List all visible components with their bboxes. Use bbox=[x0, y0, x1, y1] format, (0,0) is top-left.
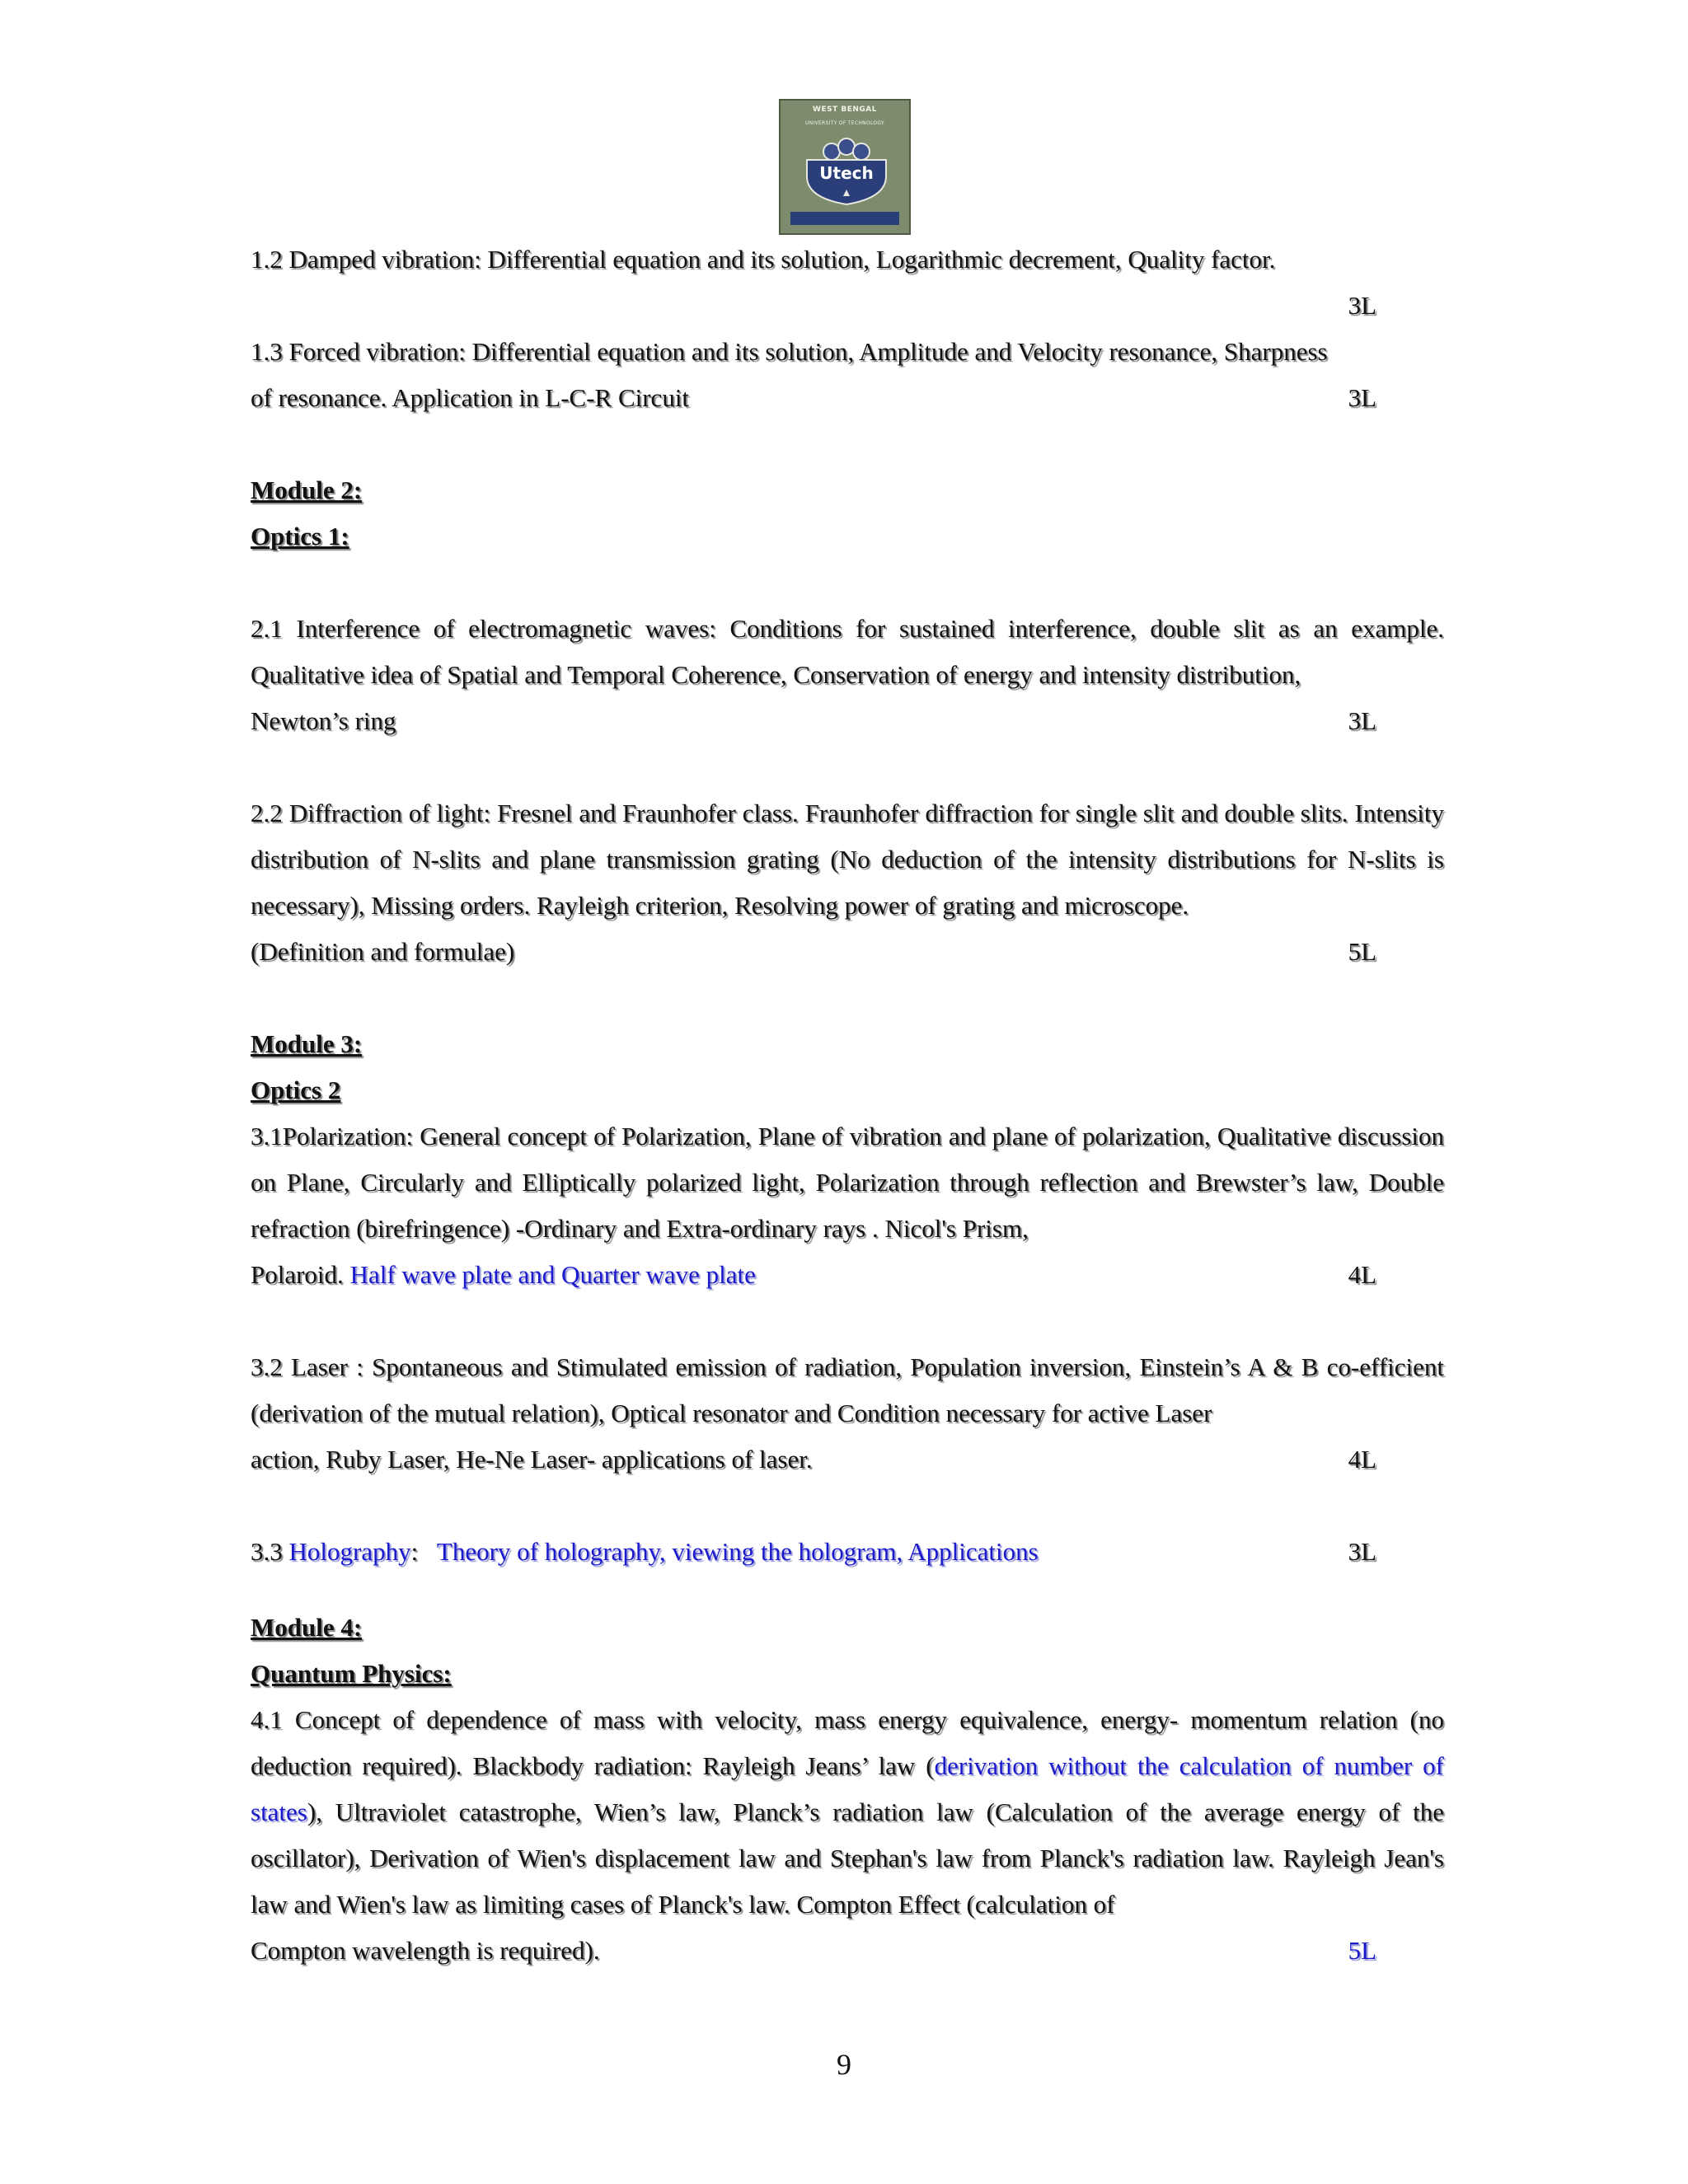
section-4-1-highlight: derivation without the calculation of number of states bbox=[251, 1751, 1444, 1826]
section-1-3-line1 bbox=[251, 329, 1444, 375]
module-3-subheading: Optics 2 bbox=[251, 1076, 341, 1104]
section-2-1-body: 2.1 Interference of electromagnetic waves: Conditions for sustained interference, double slit as an example. Qualitative idea of Spatial and Temporal Coherence, Conservation of energy and intensity distribution, bbox=[251, 614, 1444, 689]
section-4-1-last: Compton wavelength is required). bbox=[251, 1936, 600, 1965]
logo-sub-text: UNIVERSITY OF TECHNOLOGY bbox=[804, 120, 885, 126]
section-4-1-hours: 5L bbox=[1348, 1936, 1376, 1965]
section-4-1-text bbox=[251, 1697, 1444, 1928]
section-3-1-last-highlight: Half wave plate and Quarter wave plate bbox=[349, 1260, 756, 1289]
spacer bbox=[251, 560, 1444, 606]
section-2-2-body: 2.2 Diffraction of light: Fresnel and Fraunhofer class. Fraunhofer diffraction for single slit and double slits. Intensity distribution of N-slits and plane transmission grating (No deduction of the intensity distributions for N-slits is necessary), Missing orders. Rayleigh criterion, Resolving power of grating and microscope. bbox=[251, 799, 1444, 920]
section-4-1-part2: ), Ultraviolet catastrophe, Wien’s law, Planck’s radiation law (Calculation of the average energy of the oscillator), Derivation of Wien's displacement law and Stephan's law from Planck's radiation law. Rayleigh Jean's law and Wien's law as limiting cases of Planck's law. Compton Effect (calculation of bbox=[251, 1797, 1444, 1919]
section-3-3-row bbox=[251, 1529, 1444, 1575]
section-1-2-text bbox=[251, 237, 1444, 283]
section-3-3-text bbox=[251, 1529, 1039, 1575]
module-2-heading: Module 2: bbox=[251, 476, 363, 504]
logo-band bbox=[790, 212, 899, 225]
section-3-1-text bbox=[251, 1113, 1444, 1252]
section-1-3-line2: of resonance. Application in L-C-R Circuit bbox=[251, 383, 690, 412]
section-1-2-hours: 3L bbox=[1348, 291, 1376, 320]
syllabus-content bbox=[251, 237, 1444, 1974]
section-3-1-body: 3.1Polarization: General concept of Polarization, Plane of vibration and plane of polarization, Qualitative discussion on Plane, Circularly and Elliptically polarized light, Polarization through reflection and Brewster’s law, Double refraction (birefringence) -Ordinary and Extra-ordinary rays . Nicol's Prism, bbox=[251, 1122, 1444, 1243]
section-3-3-hours: 3L bbox=[1348, 1537, 1376, 1566]
section-3-3-topics: Theory of holography, viewing the hologram, Applications bbox=[436, 1537, 1039, 1566]
section-2-2-hours: 5L bbox=[1348, 937, 1376, 966]
spacer bbox=[251, 1298, 1444, 1344]
section-3-2-body: 3.2 Laser : Spontaneous and Stimulated emission of radiation, Population inversion, Einstein’s A & B co-efficient (derivation of the mutual relation), Optical resonator and Condition necessary for active Laser bbox=[251, 1352, 1444, 1427]
section-4-1-last-row bbox=[251, 1928, 1444, 1974]
section-3-1-last-plain: Polaroid. bbox=[251, 1260, 350, 1289]
section-3-2-hours: 4L bbox=[1348, 1445, 1376, 1474]
section-2-2-text bbox=[251, 790, 1444, 929]
section-4-1-part1: 4.1 Concept of dependence of mass with velocity, mass energy equivalence, energy- momentum relation (no deduction required). Blackbody radiation: Rayleigh Jeans’ law ( bbox=[251, 1705, 1444, 1780]
section-2-1-text bbox=[251, 606, 1444, 698]
spacer bbox=[251, 1483, 1444, 1529]
section-3-2-last: action, Ruby Laser, He-Ne Laser- applications of laser. bbox=[251, 1445, 813, 1474]
section-3-2-text bbox=[251, 1344, 1444, 1436]
section-2-1-last-row bbox=[251, 698, 1444, 744]
section-3-3-holography: Holography bbox=[288, 1537, 411, 1566]
module-3-heading: Module 3: bbox=[251, 1029, 363, 1058]
section-3-1-last bbox=[251, 1252, 756, 1298]
section-1-3-line1-text: 1.3 Forced vibration: Differential equation and its solution, Amplitude and Velocity resonance, Sharpness bbox=[251, 337, 1328, 366]
section-2-1-last: Newton’s ring bbox=[251, 706, 396, 735]
spacer bbox=[251, 744, 1444, 790]
page-number: 9 bbox=[837, 2048, 851, 2081]
section-3-3-colon: : bbox=[410, 1537, 437, 1566]
university-logo bbox=[779, 99, 911, 235]
section-2-2-last: (Definition and formulae) bbox=[251, 937, 515, 966]
section-3-3-prefix: 3.3 bbox=[251, 1537, 289, 1566]
module-4-subheading: Quantum Physics: bbox=[251, 1659, 452, 1688]
spacer bbox=[251, 421, 1444, 467]
section-1-3-hours: 3L bbox=[1348, 383, 1376, 412]
logo-name: Utech bbox=[819, 163, 874, 183]
logo-top-text: WEST BENGAL bbox=[813, 105, 877, 114]
section-2-1-hours: 3L bbox=[1348, 706, 1376, 735]
section-1-3-last-row bbox=[251, 375, 1444, 421]
section-1-2-body: 1.2 Damped vibration: Differential equation and its solution, Logarithmic decrement, Quality factor. bbox=[251, 245, 1276, 274]
spacer bbox=[251, 975, 1444, 1021]
section-2-2-last-row bbox=[251, 929, 1444, 975]
section-3-2-last-row bbox=[251, 1436, 1444, 1483]
section-3-1-last-row bbox=[251, 1252, 1444, 1298]
section-3-1-hours: 4L bbox=[1348, 1260, 1376, 1289]
module-4-heading: Module 4: bbox=[251, 1613, 363, 1642]
module-2-subheading: Optics 1: bbox=[251, 522, 349, 551]
